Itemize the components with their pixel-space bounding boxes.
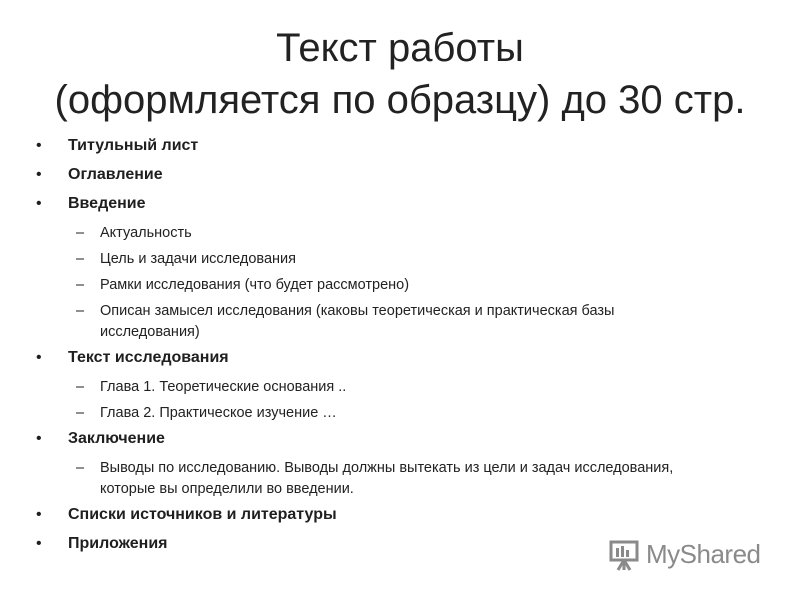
bullet-marker: • (36, 166, 42, 183)
list-item (36, 165, 676, 185)
list-item (36, 429, 676, 500)
dash-marker: – (76, 379, 85, 395)
sub-item-label: Рамки исследования (что будет рассмотрено) (100, 277, 410, 293)
list-item (36, 194, 676, 343)
bullet-label: Титульный лист (68, 137, 199, 154)
bullet-label: Оглавление (68, 166, 163, 183)
sub-item (36, 223, 676, 244)
dash-marker: – (76, 251, 85, 267)
sub-list (36, 458, 676, 500)
bullet-label: Заключение (68, 430, 165, 447)
sub-item-label: Цель и задачи исследования (100, 251, 296, 267)
bullet-item (36, 165, 676, 185)
list-item (36, 348, 676, 424)
watermark-brand: MyShared (646, 538, 761, 569)
sub-item-label: Глава 1. Теоретические основания .. (100, 379, 347, 395)
list-item (36, 534, 676, 554)
sub-list (36, 223, 676, 343)
dash-marker: – (76, 277, 85, 293)
bullet-item (36, 505, 676, 525)
bullet-marker: • (36, 195, 42, 212)
bullet-item (36, 429, 676, 449)
dash-marker: – (76, 225, 85, 241)
dash-marker: – (76, 303, 85, 319)
bullet-label: Приложения (68, 535, 168, 552)
bullet-item (36, 348, 676, 368)
bullet-marker: • (36, 506, 42, 523)
list-item (36, 505, 676, 525)
bullet-item (36, 136, 676, 156)
bullet-label: Введение (68, 195, 146, 212)
bullet-label: Текст исследования (68, 349, 229, 366)
bullet-marker: • (36, 535, 42, 552)
sub-list (36, 377, 676, 424)
sub-item (36, 275, 676, 296)
myshared-logo-icon (608, 536, 642, 572)
sub-item-label: Описан замысел исследования (каковы теоретическая и практическая базы исследования) (100, 303, 615, 340)
slide-title (0, 22, 800, 126)
sub-item (36, 403, 676, 424)
bullet-list (36, 136, 676, 563)
bullet-item (36, 534, 676, 554)
bullet-marker: • (36, 430, 42, 447)
bullet-marker: • (36, 349, 42, 366)
sub-item-label: Актуальность (100, 225, 192, 241)
dash-marker: – (76, 405, 85, 421)
sub-item-label: Глава 2. Практическое изучение … (100, 405, 337, 421)
title-line-2: (оформляется по образцу) до 30 стр. (54, 78, 746, 122)
sub-item-label: Выводы по исследованию. Выводы должны вытекать из цели и задач исследования, которые вы определили во введении. (100, 460, 674, 497)
sub-item (36, 377, 676, 398)
bullet-item (36, 194, 676, 214)
dash-marker: – (76, 460, 85, 476)
list-item (36, 136, 676, 156)
title-line-1: Текст работы (276, 26, 524, 70)
watermark-logo (608, 536, 761, 572)
bullet-label: Списки источников и литературы (68, 506, 337, 523)
sub-item (36, 458, 676, 500)
sub-item (36, 301, 676, 343)
sub-item (36, 249, 676, 270)
bullet-marker: • (36, 137, 42, 154)
